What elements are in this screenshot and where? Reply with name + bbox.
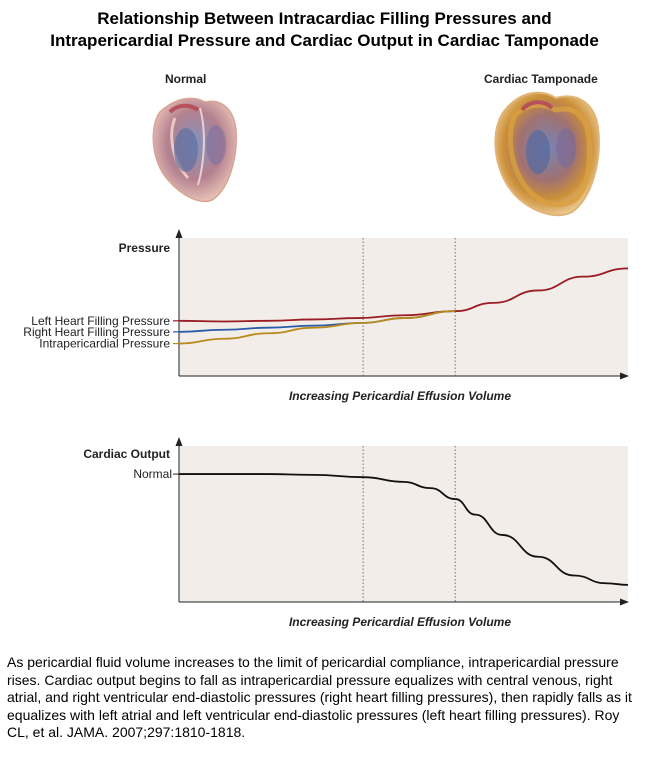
output-x-axis-title: Increasing Pericardial Effusion Volume xyxy=(288,615,512,629)
heart-tamponade-label: Cardiac Tamponade xyxy=(484,72,598,86)
left-heart-filling-pressure-label: Left Heart Filling Pressure xyxy=(31,313,170,328)
cardiac-output-chart xyxy=(83,437,629,629)
output-y-axis-title: Cardiac Output xyxy=(83,447,170,461)
figure-caption: As pericardial fluid volume increases to the limit of pericardial compliance, intrapericardial pressure rises. Cardiac output begins to fall as intrapericardial pressure equalizes with central venous, right atrial, and right ventricular end-diastolic pressures (right heart filling pressures), then rapidly falls as it equalizes with left atrial and left ventricular end-diastolic pressures (left heart filling pressures). Roy CL, et al. JAMA. 2007;297:1810-1818. xyxy=(7,654,632,740)
output-y-axis-arrow xyxy=(176,437,183,446)
pressure-y-axis-title: Pressure xyxy=(118,241,170,255)
pressure-chart xyxy=(23,229,629,403)
intrapericardial-pressure-label: Intrapericardial Pressure xyxy=(39,336,170,351)
output-plot-area xyxy=(179,446,628,602)
output-ytick-label-normal: Normal xyxy=(133,467,172,482)
pressure-y-axis-arrow xyxy=(176,229,183,238)
right-heart-filling-pressure-label: Right Heart Filling Pressure xyxy=(23,324,170,339)
heart-tamponade-illustration xyxy=(495,93,598,215)
pressure-x-axis-title: Increasing Pericardial Effusion Volume xyxy=(288,389,512,403)
heart-normal-label: Normal xyxy=(165,72,207,86)
pressure-plot-area xyxy=(179,238,628,376)
title-line-1: Relationship Between Intracardiac Filling Pressures and xyxy=(97,9,552,28)
title-line-2: Intrapericardial Pressure and Cardiac Output in Cardiac Tamponade xyxy=(50,31,599,50)
heart-normal-illustration xyxy=(153,98,236,201)
